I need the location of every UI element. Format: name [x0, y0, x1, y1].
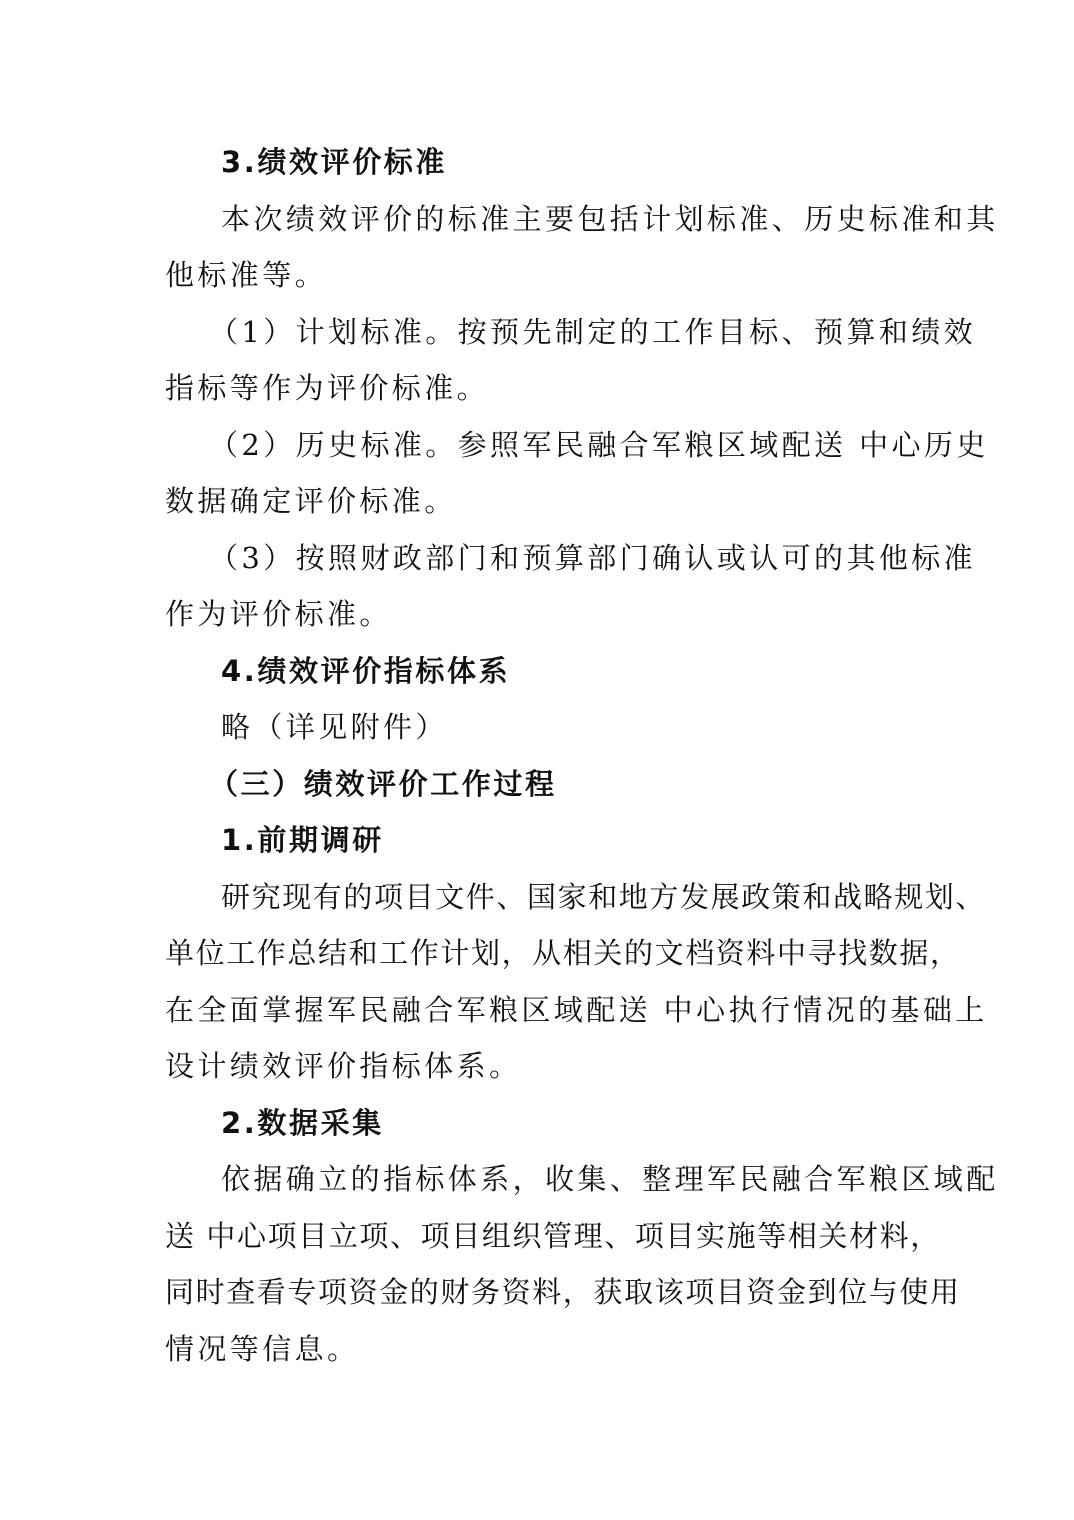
paragraph-line: 同时查看专项资金的财务资料，获取该项目资金到位与使用: [165, 1275, 961, 1309]
paragraph-line: （3）按照财政部门和预算部门确认或认可的其他标准: [209, 540, 977, 575]
heading-preliminary-research: 1.前期调研: [221, 823, 384, 857]
heading-performance-evaluation-standards: 3.绩效评价标准: [221, 145, 447, 179]
paragraph-line: 设计绩效评价指标体系。: [165, 1049, 522, 1083]
paragraph-line: 依据确立的指标体系，收集、整理军民融合军粮区域配: [221, 1162, 999, 1196]
paragraph-line: 数据确定评价标准。: [165, 484, 457, 518]
paragraph-line: （1）计划标准。按预先制定的工作目标、预算和绩效: [209, 314, 977, 349]
paragraph-line: 送 中心项目立项、项目组织管理、项目实施等相关材料，: [165, 1218, 941, 1253]
paragraph-line: 作为评价标准。: [165, 597, 392, 631]
paragraph-line: 研究现有的项目文件、国家和地方发展政策和战略规划、: [221, 879, 987, 914]
paragraph-line: 单位工作总结和工作计划，从相关的文档资料中寻找数据，: [165, 936, 961, 970]
paragraph-line: 本次绩效评价的标准主要包括计划标准、历史标准和其: [221, 201, 999, 236]
paragraph-line: 情况等信息。: [165, 1331, 360, 1366]
paragraph-line: 在全面掌握军民融合军粮区域配送 中心执行情况的基础上: [165, 992, 988, 1027]
paragraph-line: 略（详见附件）: [221, 710, 448, 744]
paragraph-line: （2）历史标准。参照军民融合军粮区域配送 中心历史: [209, 427, 989, 462]
heading-evaluation-indicator-system: 4.绩效评价指标体系: [221, 653, 511, 688]
heading-data-collection: 2.数据采集: [221, 1105, 384, 1140]
paragraph-line: 他标准等。: [165, 258, 328, 292]
heading-evaluation-work-process: （三）绩效评价工作过程: [209, 766, 557, 801]
document-body: [165, 134, 999, 1377]
paragraph-line: 指标等作为评价标准。: [165, 371, 490, 405]
